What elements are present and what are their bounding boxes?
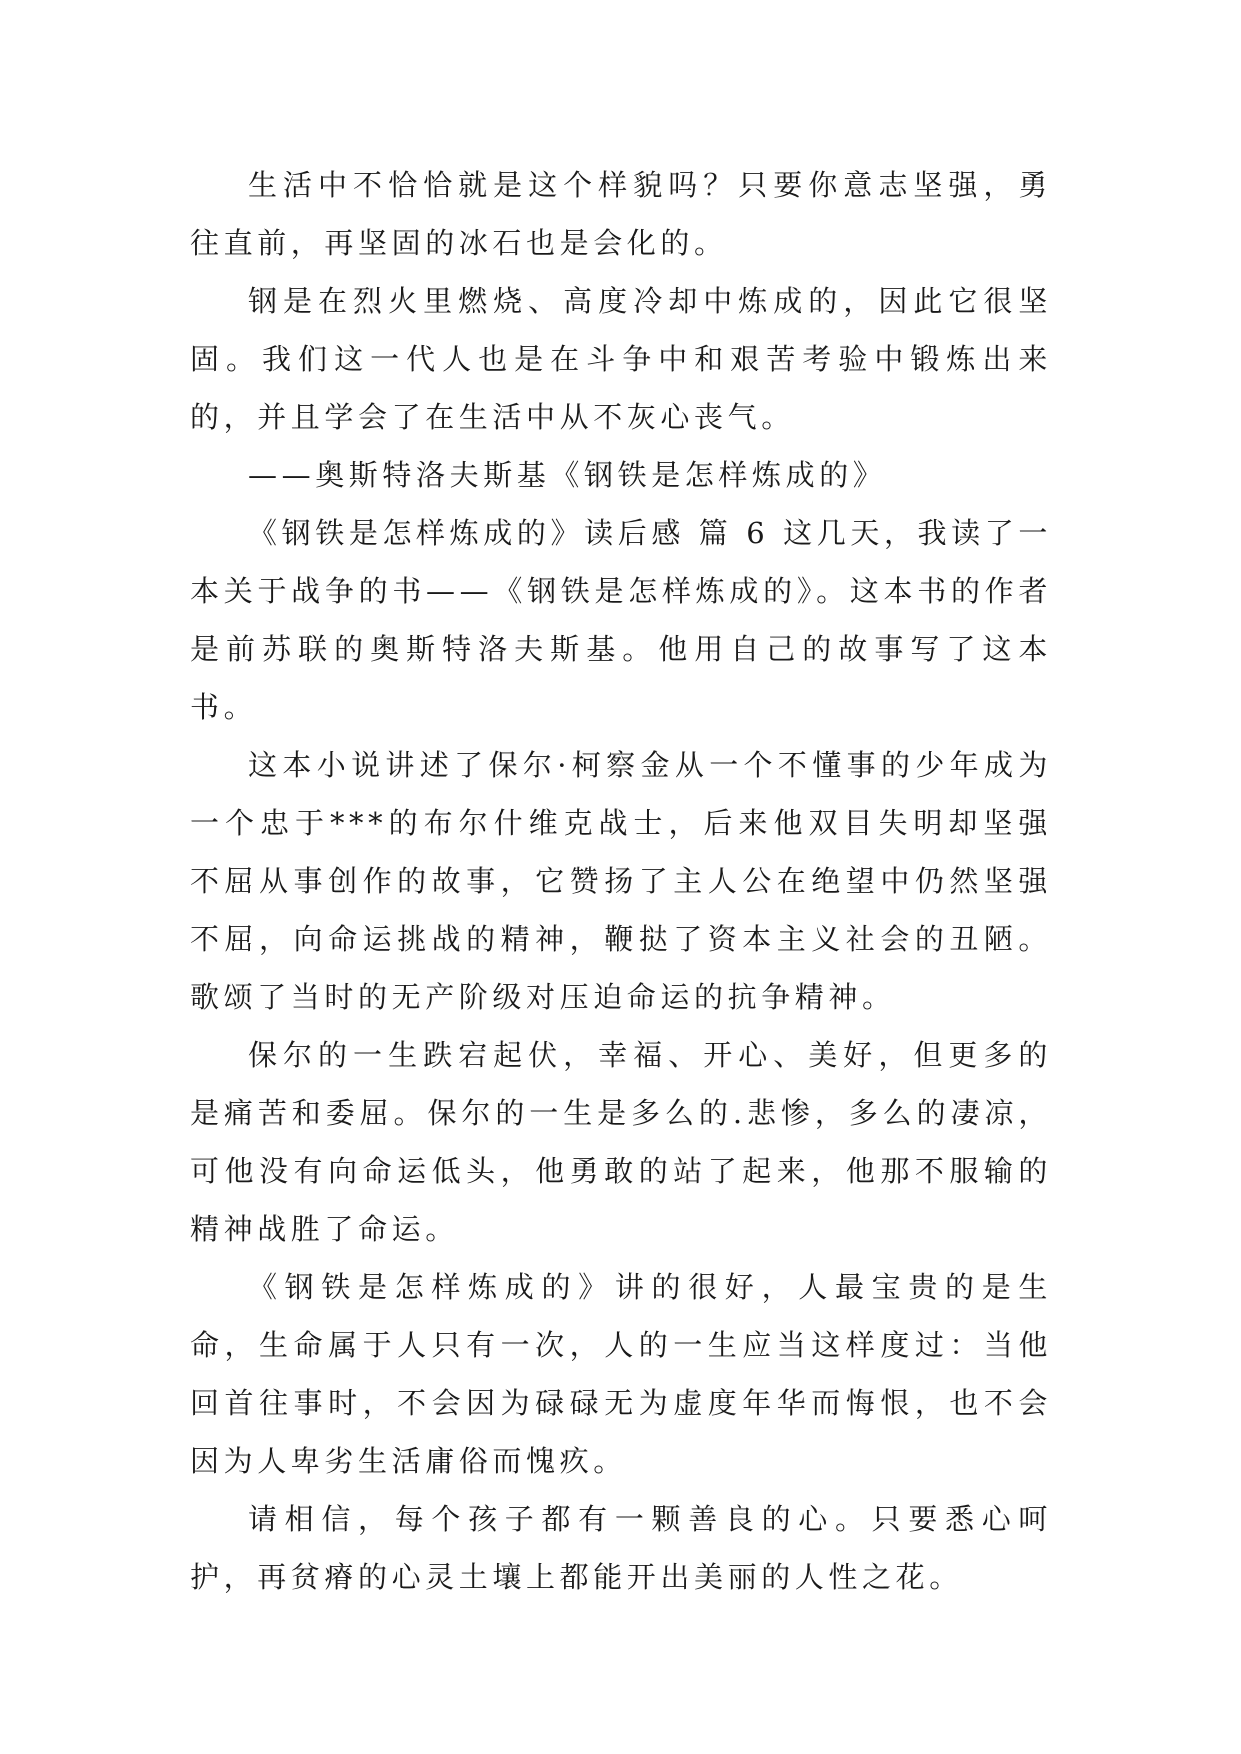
paragraph-2: 钢是在烈火里燃烧、高度冷却中炼成的，因此它很坚固。我们这一代人也是在斗争中和艰苦考验中锻炼出来的，并且学会了在生活中从不灰心丧气。 bbox=[190, 284, 1052, 434]
paragraph-7: 请相信，每个孩子都有一颗善良的心。只要悉心呵护，再贫瘠的心灵土壤上都能开出美丽的人性之花。 bbox=[190, 1502, 1052, 1594]
quote-attribution: ——奥斯特洛夫斯基《钢铁是怎样炼成的》 bbox=[248, 458, 887, 492]
paragraph-6: 《钢铁是怎样炼成的》讲的很好，人最宝贵的是生命，生命属于人只有一次，人的一生应当这样度过：当他回首往事时，不会因为碌碌无为虚度年华而悔恨，也不会因为人卑劣生活庸俗而愧疚。 bbox=[190, 1270, 1052, 1478]
document-body bbox=[190, 156, 1052, 1606]
paragraph-essay-6-intro: 《钢铁是怎样炼成的》读后感 篇 6 这几天，我读了一本关于战争的书——《钢铁是怎样炼成的》。这本书的作者是前苏联的奥斯特洛夫斯基。他用自己的故事写了这本书。 bbox=[190, 516, 1052, 724]
paragraph-5: 保尔的一生跌宕起伏，幸福、开心、美好，但更多的是痛苦和委屈。保尔的一生是多么的.悲惨，多么的凄凉，可他没有向命运低头，他勇敢的站了起来，他那不服输的精神战胜了命运。 bbox=[190, 1038, 1052, 1246]
paragraph-4: 这本小说讲述了保尔·柯察金从一个不懂事的少年成为一个忠于***的布尔什维克战士，后来他双目失明却坚强不屈从事创作的故事，它赞扬了主人公在绝望中仍然坚强不屈，向命运挑战的精神，鞭挞了资本主义社会的丑陋。歌颂了当时的无产阶级对压迫命运的抗争精神。 bbox=[190, 748, 1052, 1014]
paragraph-1: 生活中不恰恰就是这个样貌吗？只要你意志坚强，勇往直前，再坚固的冰石也是会化的。 bbox=[190, 168, 1052, 260]
